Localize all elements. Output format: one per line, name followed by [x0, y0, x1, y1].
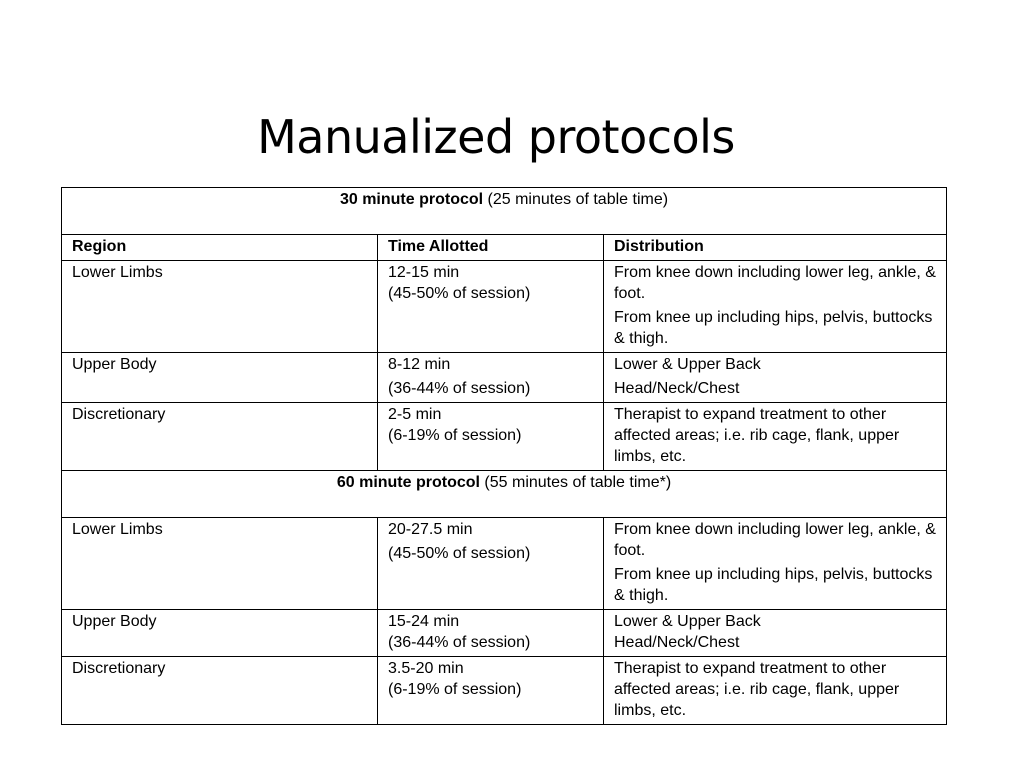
- region-cell: Lower Limbs: [62, 518, 378, 610]
- distribution-line: From knee up including hips, pelvis, buttocks & thigh.: [614, 309, 933, 347]
- time-percent: (36-44% of session): [388, 380, 531, 397]
- distribution-line: Therapist to expand treatment to other affected areas; i.e. rib cage, flank, upper limbs, etc.: [614, 660, 900, 719]
- distribution-cell: [604, 403, 947, 471]
- table-row: [62, 353, 947, 403]
- time-cell: [378, 353, 604, 403]
- table-row: [62, 610, 947, 657]
- table-row: [62, 657, 947, 725]
- section-title-bold: 30 minute protocol: [339, 191, 484, 208]
- distribution-line: Head/Neck/Chest: [614, 634, 740, 651]
- time-cell: [378, 610, 604, 657]
- region-cell: Upper Body: [62, 610, 378, 657]
- protocol-table: [61, 187, 947, 725]
- time-percent: (6-19% of session): [388, 681, 522, 698]
- distribution-cell: [604, 657, 947, 725]
- time-percent: (45-50% of session): [388, 545, 531, 562]
- section-header-row: [62, 188, 947, 235]
- region-cell: Discretionary: [62, 403, 378, 471]
- time-percent: (6-19% of session): [388, 427, 522, 444]
- column-header-time: Time Allotted: [378, 235, 604, 261]
- time-minutes: 15-24 min: [388, 613, 460, 630]
- section-title-rest: (25 minutes of table time): [483, 191, 669, 208]
- region-cell: Upper Body: [62, 353, 378, 403]
- distribution-cell: [604, 353, 947, 403]
- time-percent: (45-50% of session): [388, 285, 531, 302]
- time-minutes: 8-12 min: [388, 356, 451, 373]
- distribution-line: Lower & Upper Back: [614, 613, 761, 630]
- column-header-row: [62, 235, 947, 261]
- region-cell: Discretionary: [62, 657, 378, 725]
- section-title-60: [62, 471, 947, 518]
- column-header-distribution: Distribution: [604, 235, 947, 261]
- column-header-region: Region: [62, 235, 378, 261]
- distribution-line: From knee up including hips, pelvis, buttocks & thigh.: [614, 566, 933, 604]
- time-cell: [378, 261, 604, 353]
- distribution-line: Head/Neck/Chest: [614, 380, 740, 397]
- distribution-line: Therapist to expand treatment to other affected areas; i.e. rib cage, flank, upper limbs, etc.: [614, 406, 900, 465]
- table-row: [62, 261, 947, 353]
- time-percent: (36-44% of session): [388, 634, 531, 651]
- distribution-line: From knee down including lower leg, ankle, & foot.: [614, 521, 936, 559]
- section-title-bold: 60 minute protocol: [336, 474, 480, 491]
- time-minutes: 3.5-20 min: [388, 660, 464, 677]
- distribution-line: Lower & Upper Back: [614, 356, 761, 373]
- time-cell: [378, 657, 604, 725]
- slide-title: Manualized protocols: [257, 110, 735, 164]
- distribution-line: From knee down including lower leg, ankle, & foot.: [614, 264, 936, 302]
- time-cell: [378, 403, 604, 471]
- time-cell: [378, 518, 604, 610]
- table-row: [62, 518, 947, 610]
- table-row: [62, 403, 947, 471]
- distribution-cell: [604, 261, 947, 353]
- distribution-cell: [604, 518, 947, 610]
- time-minutes: 12-15 min: [388, 264, 460, 281]
- section-title-rest: (55 minutes of table time*): [479, 474, 672, 491]
- time-minutes: 20-27.5 min: [388, 521, 473, 538]
- section-title-30: [62, 188, 947, 235]
- distribution-cell: [604, 610, 947, 657]
- section-header-row: [62, 471, 947, 518]
- time-minutes: 2-5 min: [388, 406, 442, 423]
- region-cell: Lower Limbs: [62, 261, 378, 353]
